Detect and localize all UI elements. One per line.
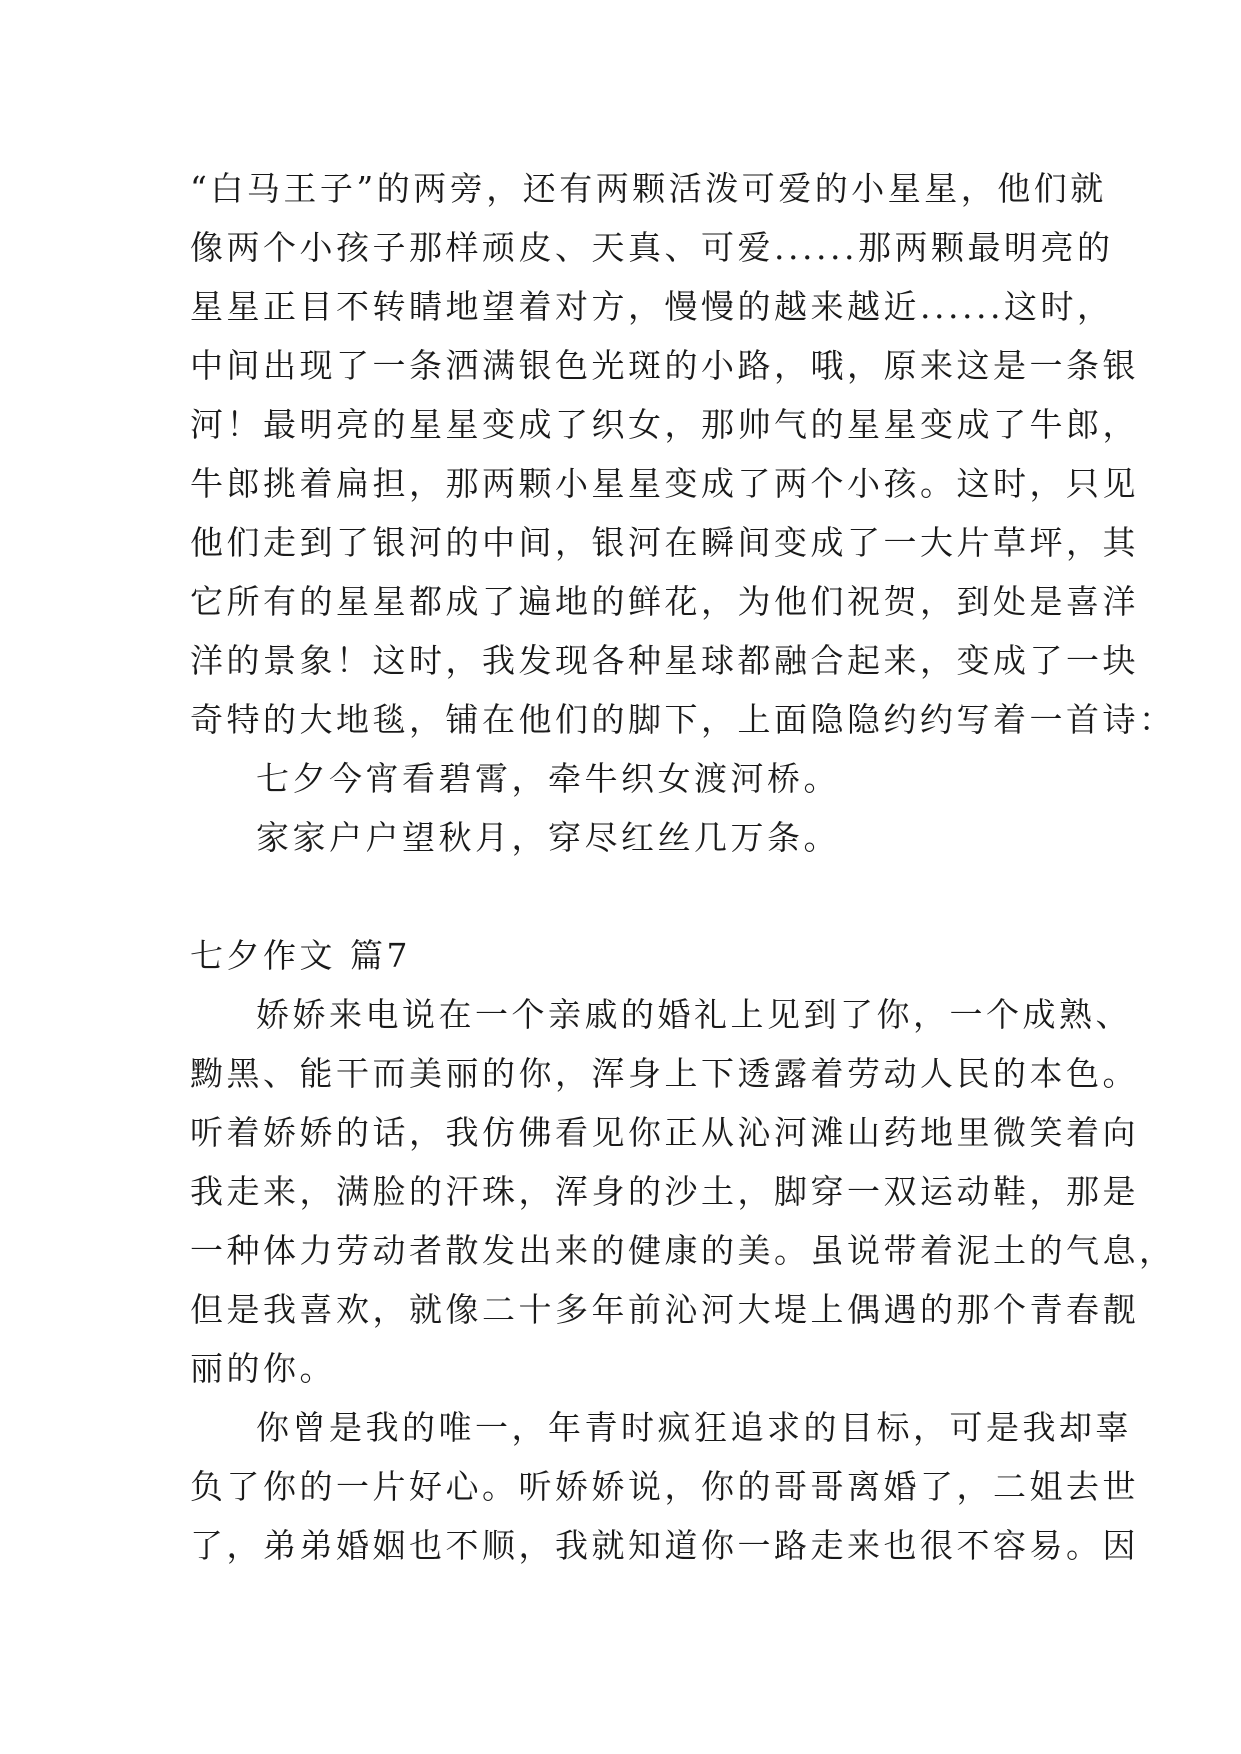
text-line: 他们走到了银河的中间，银河在瞬间变成了一大片草坪，其 (190, 523, 1139, 562)
text-line: 我走来，满脸的汗珠，浑身的沙土，脚穿一双运动鞋，那是 (190, 1172, 1139, 1211)
text-line: 娇娇来电说在一个亲戚的婚礼上见到了你，一个成熟、 (256, 995, 1132, 1034)
text-line: 但是我喜欢，就像二十多年前沁河大堤上偶遇的那个青春靓 (190, 1290, 1139, 1329)
text-line: 听着娇娇的话，我仿佛看见你正从沁河滩山药地里微笑着向 (190, 1113, 1139, 1152)
text-line: 奇特的大地毯，铺在他们的脚下，上面隐隐约约写着一首诗： (190, 700, 1176, 739)
poem (190, 749, 1070, 867)
text-line: 星星正目不转睛地望着对方，慢慢的越来越近......这时， (190, 287, 1114, 326)
text-line: 像两个小孩子那样顽皮、天真、可爱......那两颗最明亮的 (190, 228, 1114, 267)
poem-line: 家家户户望秋月，穿尽红丝几万条。 (256, 818, 840, 857)
text-line: 牛郎挑着扁担，那两颗小星星变成了两个小孩。这时，只见 (190, 464, 1139, 503)
text-line: 中间出现了一条洒满银色光斑的小路，哦，原来这是一条银 (190, 346, 1139, 385)
paragraph-1 (190, 985, 1176, 1398)
document-body (190, 159, 1176, 1575)
text-line: “白马王子”的两旁，还有两颗活泼可爱的小星星，他们就 (190, 169, 1107, 208)
section-heading: 七夕作文 篇7 (190, 936, 411, 975)
blank-line (190, 867, 1070, 926)
text-line: 了，弟弟婚姻也不顺，我就知道你一路走来也很不容易。因 (190, 1526, 1139, 1565)
text-line: 黝黑、能干而美丽的你，浑身上下透露着劳动人民的本色。 (190, 1054, 1139, 1093)
paragraph-2 (190, 1398, 1139, 1575)
text-line: 河！最明亮的星星变成了织女，那帅气的星星变成了牛郎， (190, 405, 1139, 444)
text-line: 一种体力劳动者散发出来的健康的美。虽说带着泥土的气息， (190, 1231, 1176, 1270)
text-line: 你曾是我的唯一，年青时疯狂追求的目标，可是我却辜 (256, 1408, 1132, 1447)
poem-line: 七夕今宵看碧霄，牵牛织女渡河桥。 (256, 759, 840, 798)
text-line: 它所有的星星都成了遍地的鲜花，为他们祝贺，到处是喜洋 (190, 582, 1139, 621)
text-line: 洋的景象！这时，我发现各种星球都融合起来，变成了一块 (190, 641, 1139, 680)
text-line: 负了你的一片好心。听娇娇说，你的哥哥离婚了，二姐去世 (190, 1467, 1139, 1506)
paragraph-story (190, 159, 1176, 749)
text-line: 丽的你。 (190, 1349, 336, 1388)
